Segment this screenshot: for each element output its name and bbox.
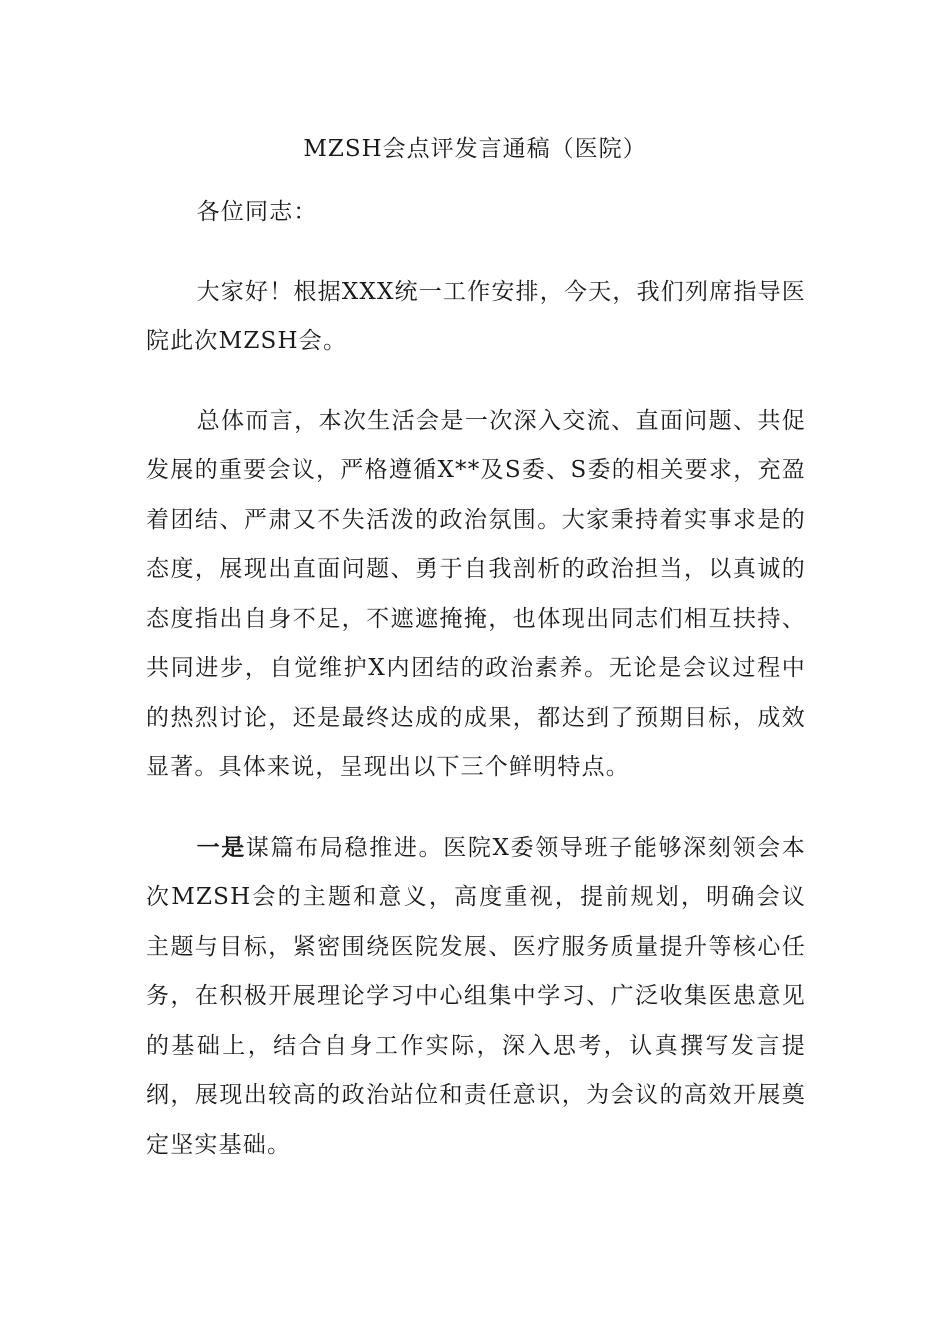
paragraph-text: 大家好！根据XXX统一工作安排，今天，我们列席指导医院此次MZSH会。 xyxy=(146,278,806,354)
document-body xyxy=(146,188,806,1170)
paragraph-text: 总体而言，本次生活会是一次深入交流、直面问题、共促发展的重要会议，严格遵循X**及S委、S委的相关要求，充盈着团结、严肃又不失活泼的政治氛围。大家秉持着实事求是的态度，展现出直面问题、勇于自我剖析的政治担当，以真诚的态度指出自身不足，不遮遮掩掩，也体现出同志们相互扶持、共同进步，自觉维护X内团结的政治素养。无论是会议过程中的热烈讨论，还是最终达成的成果，都达到了预期目标，成效显著。具体来说，呈现出以下三个鲜明特点。 xyxy=(146,407,806,780)
paragraph-lead: 一是 xyxy=(196,833,246,861)
paragraph-overview xyxy=(146,397,806,793)
paragraph-text: 谋篇布局稳推进。医院X委领导班子能够深刻领会本次MZSH会的主题和意义，高度重视，提前规划，明确会议主题与目标，紧密围绕医院发展、医疗服务质量提升等核心任务，在积极开展理论学习中心组集中学习、广泛收集医患意见的基础上，结合自身工作实际，深入思考，认真撰写发言提纲，展现出较高的政治站位和责任意识，为会议的高效开展奠定坚实基础。 xyxy=(146,834,806,1158)
paragraph-point-one xyxy=(146,823,806,1171)
document-title: MZSH会点评发言通稿（医院） xyxy=(303,136,647,162)
paragraph-greeting xyxy=(146,268,806,367)
salutation: 各位同志： xyxy=(196,199,318,225)
